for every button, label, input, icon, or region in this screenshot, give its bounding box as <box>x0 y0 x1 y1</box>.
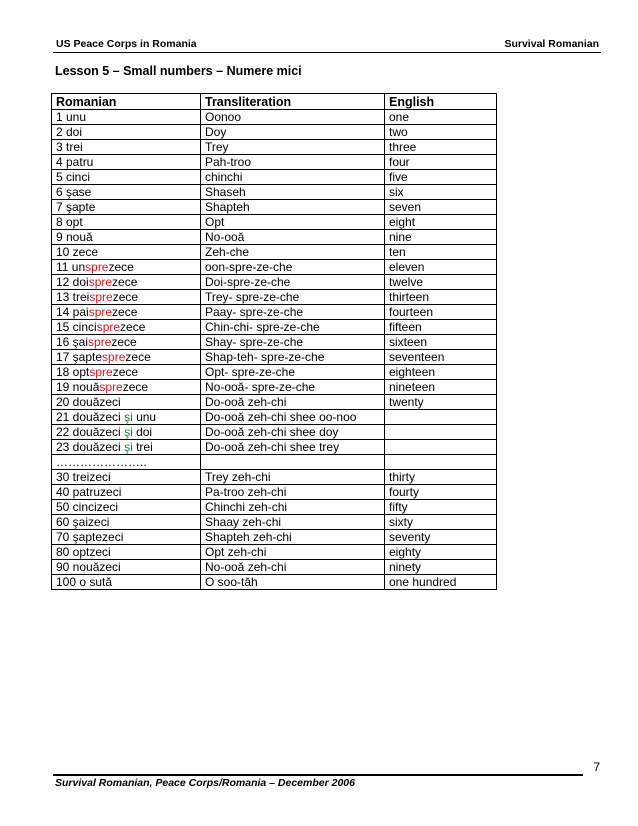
cell-transliteration: Paay- spre-ze-che <box>201 305 385 320</box>
text-segment: 17 şapte <box>56 350 103 364</box>
cell-romanian <box>52 275 201 290</box>
text-segment: zece <box>120 320 146 334</box>
cell-romanian <box>52 425 201 440</box>
cell-english: seventy <box>385 530 497 545</box>
cell-transliteration: Opt <box>201 215 385 230</box>
cell-english <box>385 440 497 455</box>
table-row <box>52 395 497 410</box>
table-row <box>52 245 497 260</box>
text-segment: 3 trei <box>56 140 83 154</box>
cell-romanian <box>52 200 201 215</box>
cell-transliteration: Doy <box>201 125 385 140</box>
cell-english: two <box>385 125 497 140</box>
cell-english <box>385 455 497 470</box>
cell-english: eighteen <box>385 365 497 380</box>
text-segment: 15 cinci <box>56 320 97 334</box>
cell-transliteration: Trey zeh-chi <box>201 470 385 485</box>
highlighted-segment: spre <box>89 290 113 304</box>
cell-english: eight <box>385 215 497 230</box>
text-segment: 10 zece <box>56 245 99 259</box>
cell-romanian <box>52 110 201 125</box>
text-segment: 2 doi <box>56 125 83 139</box>
cell-romanian <box>52 290 201 305</box>
table-row <box>52 485 497 500</box>
cell-transliteration: Do-ooă zeh-chi <box>201 395 385 410</box>
cell-transliteration: Trey- spre-ze-che <box>201 290 385 305</box>
text-segment: 5 cinci <box>56 170 91 184</box>
cell-english: fourteen <box>385 305 497 320</box>
cell-english: five <box>385 170 497 185</box>
table-row <box>52 350 497 365</box>
cell-transliteration: Do-ooă zeh-chi shee oo-noo <box>201 410 385 425</box>
cell-romanian <box>52 155 201 170</box>
cell-english: fifteen <box>385 320 497 335</box>
cell-romanian <box>52 215 201 230</box>
cell-english: nine <box>385 230 497 245</box>
cell-romanian <box>52 365 201 380</box>
column-header-english: English <box>385 94 497 110</box>
text-segment: 30 treizeci <box>56 470 111 484</box>
cell-romanian <box>52 185 201 200</box>
cell-transliteration: No-ooă <box>201 230 385 245</box>
page-footer: Survival Romanian, Peace Corps/Romania – December 2006 <box>55 777 355 789</box>
cell-transliteration: Zeh-che <box>201 245 385 260</box>
cell-english: six <box>385 185 497 200</box>
text-segment: doi <box>132 425 153 439</box>
cell-romanian <box>52 440 201 455</box>
cell-romanian <box>52 515 201 530</box>
cell-romanian <box>52 560 201 575</box>
cell-transliteration: Chin-chi- spre-ze-che <box>201 320 385 335</box>
table-row <box>52 575 497 590</box>
cell-english: eighty <box>385 545 497 560</box>
text-segment: zece <box>112 365 139 379</box>
text-segment: 6 şase <box>56 185 92 199</box>
highlighted-segment: şi <box>124 440 133 454</box>
cell-english: eleven <box>385 260 497 275</box>
cell-transliteration: Do-ooă zeh-chi shee doy <box>201 425 385 440</box>
cell-english: thirteen <box>385 290 497 305</box>
text-segment: 19 nouă <box>56 380 100 394</box>
text-segment: 70 şaptezeci <box>56 530 124 544</box>
table-row <box>52 170 497 185</box>
table-row <box>52 110 497 125</box>
vocabulary-table <box>51 93 497 590</box>
table-row <box>52 140 497 155</box>
table-row <box>52 275 497 290</box>
cell-transliteration: Doi-spre-ze-che <box>201 275 385 290</box>
cell-romanian <box>52 500 201 515</box>
cell-english: one <box>385 110 497 125</box>
table-row <box>52 230 497 245</box>
text-segment: 1 unu <box>56 110 87 124</box>
text-segment: unu <box>132 410 157 424</box>
cell-romanian <box>52 545 201 560</box>
table-row <box>52 185 497 200</box>
table-row <box>52 155 497 170</box>
text-segment: 7 şapte <box>56 200 96 214</box>
cell-romanian <box>52 575 201 590</box>
cell-english: thirty <box>385 470 497 485</box>
table-header-row <box>52 94 497 110</box>
text-segment: 22 douăzeci <box>56 425 125 439</box>
text-segment: 16 şai <box>56 335 89 349</box>
cell-english: four <box>385 155 497 170</box>
header-left-text: US Peace Corps in Romania <box>56 38 197 50</box>
cell-transliteration: Pa-troo zeh-chi <box>201 485 385 500</box>
cell-transliteration: O soo-tăh <box>201 575 385 590</box>
text-segment: 100 o sută <box>56 575 113 589</box>
cell-english: fourty <box>385 485 497 500</box>
cell-romanian <box>52 245 201 260</box>
text-segment: zece <box>111 335 137 349</box>
cell-transliteration: Shaseh <box>201 185 385 200</box>
text-segment: 18 opt <box>56 365 90 379</box>
cell-romanian <box>52 455 201 470</box>
text-segment: 9 nouă <box>56 230 93 244</box>
header-right-text: Survival Romanian <box>504 38 599 50</box>
text-segment: 13 trei <box>56 290 90 304</box>
cell-romanian <box>52 350 201 365</box>
cell-english: seven <box>385 200 497 215</box>
highlighted-segment: spre <box>102 350 126 364</box>
table-row <box>52 410 497 425</box>
cell-romanian <box>52 260 201 275</box>
cell-english: three <box>385 140 497 155</box>
text-segment: 4 patru <box>56 155 94 169</box>
table-row <box>52 215 497 230</box>
cell-english <box>385 410 497 425</box>
cell-english: one hundred <box>385 575 497 590</box>
text-segment: zece <box>112 275 138 289</box>
text-segment: 80 optzeci <box>56 545 111 559</box>
cell-english: fifty <box>385 500 497 515</box>
cell-transliteration: Shaay zeh-chi <box>201 515 385 530</box>
highlighted-segment: şi <box>124 425 133 439</box>
cell-romanian <box>52 230 201 245</box>
cell-english: seventeen <box>385 350 497 365</box>
cell-romanian <box>52 140 201 155</box>
page-number: 7 <box>593 760 600 774</box>
text-segment: 14 pai <box>56 305 89 319</box>
cell-transliteration: Shay- spre-ze-che <box>201 335 385 350</box>
table-row <box>52 500 497 515</box>
table-row <box>52 560 497 575</box>
cell-english: ten <box>385 245 497 260</box>
column-header-transliteration: Transliteration <box>201 94 385 110</box>
cell-transliteration: Opt zeh-chi <box>201 545 385 560</box>
highlighted-segment: spre <box>88 275 113 289</box>
cell-transliteration: Shapteh zeh-chi <box>201 530 385 545</box>
table-row <box>52 320 497 335</box>
highlighted-segment: spre <box>96 320 121 334</box>
text-segment: 12 doi <box>56 275 89 289</box>
highlighted-segment: spre <box>85 260 109 274</box>
table-row <box>52 305 497 320</box>
text-segment: trei <box>132 440 153 454</box>
cell-romanian <box>52 320 201 335</box>
cell-transliteration: Opt- spre-ze-che <box>201 365 385 380</box>
highlighted-segment: spre <box>89 365 113 379</box>
cell-romanian <box>52 470 201 485</box>
cell-english: nineteen <box>385 380 497 395</box>
highlighted-segment: spre <box>99 380 123 394</box>
highlighted-segment: şi <box>124 410 133 424</box>
cell-romanian <box>52 170 201 185</box>
cell-romanian <box>52 410 201 425</box>
text-segment: 8 opt <box>56 215 83 229</box>
text-segment: zece <box>125 350 151 364</box>
text-segment: 21 douăzeci <box>56 410 125 424</box>
column-header-romanian: Romanian <box>52 94 201 110</box>
table-row <box>52 545 497 560</box>
table-row <box>52 200 497 215</box>
cell-transliteration: Oonoo <box>201 110 385 125</box>
cell-romanian <box>52 335 201 350</box>
table-row <box>52 365 497 380</box>
cell-english <box>385 425 497 440</box>
footer-divider <box>53 774 583 776</box>
text-segment: 20 douăzeci <box>56 395 121 409</box>
cell-english: sixty <box>385 515 497 530</box>
cell-romanian <box>52 395 201 410</box>
text-segment: zece <box>112 290 139 304</box>
highlighted-segment: spre <box>88 305 113 319</box>
cell-english: twelve <box>385 275 497 290</box>
cell-transliteration: Shapteh <box>201 200 385 215</box>
cell-english: twenty <box>385 395 497 410</box>
text-segment: 11 un <box>56 260 86 274</box>
cell-romanian <box>52 530 201 545</box>
cell-transliteration: No-ooă- spre-ze-che <box>201 380 385 395</box>
table-row <box>52 470 497 485</box>
text-segment: zece <box>108 260 134 274</box>
text-segment: 23 douăzeci <box>56 440 125 454</box>
table-row <box>52 515 497 530</box>
cell-romanian <box>52 305 201 320</box>
cell-transliteration: Shap-teh- spre-ze-che <box>201 350 385 365</box>
cell-transliteration: Pah-troo <box>201 155 385 170</box>
table-row <box>52 455 497 470</box>
cell-transliteration: Trey <box>201 140 385 155</box>
cell-english: ninety <box>385 560 497 575</box>
cell-transliteration: oon-spre-ze-che <box>201 260 385 275</box>
text-segment: 60 şaizeci <box>56 515 110 529</box>
text-segment: ………………….. <box>56 455 147 469</box>
table-row <box>52 290 497 305</box>
cell-romanian <box>52 485 201 500</box>
cell-english: sixteen <box>385 335 497 350</box>
cell-transliteration: No-ooă zeh-chi <box>201 560 385 575</box>
table-row <box>52 425 497 440</box>
lesson-title: Lesson 5 – Small numbers – Numere mici <box>55 64 302 78</box>
table-row <box>52 440 497 455</box>
cell-transliteration: Do-ooă zeh-chi shee trey <box>201 440 385 455</box>
page-header <box>53 38 601 53</box>
text-segment: 90 nouăzeci <box>56 560 121 574</box>
cell-romanian <box>52 125 201 140</box>
highlighted-segment: spre <box>88 335 112 349</box>
cell-transliteration: chinchi <box>201 170 385 185</box>
table-row <box>52 335 497 350</box>
table-row <box>52 380 497 395</box>
text-segment: 40 patruzeci <box>56 485 122 499</box>
cell-transliteration: Chinchi zeh-chi <box>201 500 385 515</box>
text-segment: 50 cincizeci <box>56 500 119 514</box>
table-row <box>52 260 497 275</box>
table-row <box>52 125 497 140</box>
table-row <box>52 530 497 545</box>
text-segment: zece <box>112 305 138 319</box>
cell-romanian <box>52 380 201 395</box>
text-segment: zece <box>122 380 149 394</box>
cell-transliteration <box>201 455 385 470</box>
